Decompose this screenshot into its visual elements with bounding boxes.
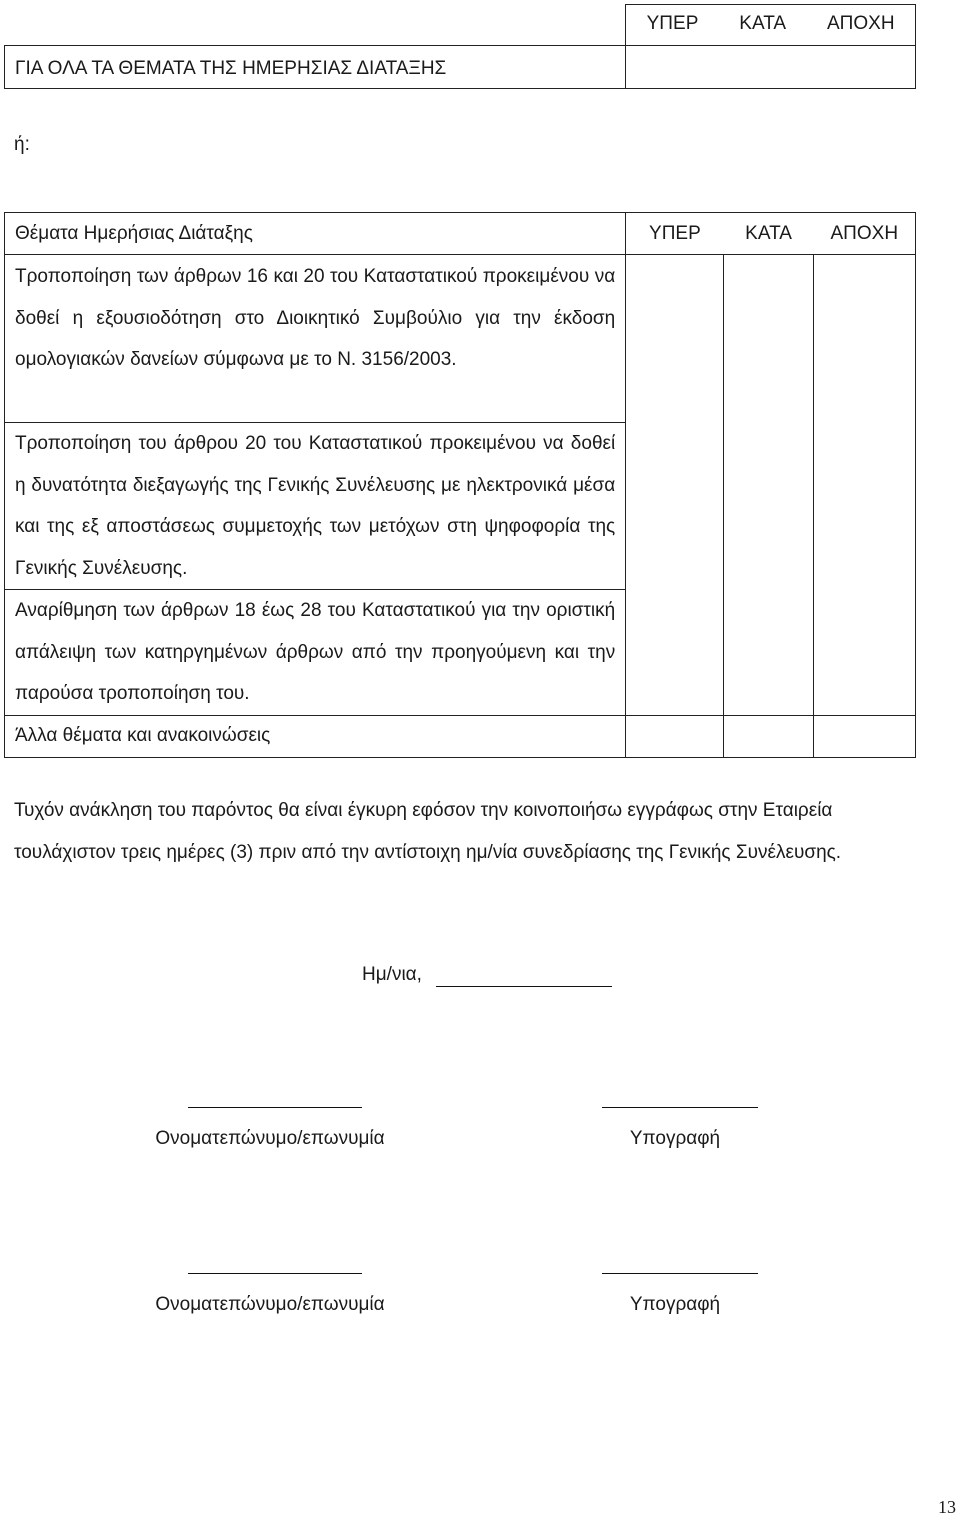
agenda-header: Θέματα Ημερήσιας Διάταξης bbox=[15, 222, 253, 244]
or-label: ή: bbox=[14, 134, 30, 155]
vote-table-all-items bbox=[4, 4, 916, 89]
column-kata: ΚΑΤΑ bbox=[739, 13, 787, 34]
column-yper-header: ΥΠΕΡ bbox=[626, 213, 724, 255]
vote-yper-cell-4[interactable] bbox=[626, 715, 724, 757]
agenda-vote-table bbox=[4, 212, 916, 758]
all-items-title: ΓΙΑ ΟΛΑ ΤΑ ΘΕΜΑΤΑ ΤΗΣ ΗΜΕΡΗΣΙΑΣ ΔΙΑΤΑΞΗΣ bbox=[15, 58, 447, 79]
signature-label-2: Υπογραφή bbox=[629, 1294, 721, 1315]
vote-kata-cell[interactable] bbox=[724, 255, 814, 716]
signature-line-2[interactable] bbox=[602, 1273, 758, 1274]
revocation-note: Τυχόν ανάκληση του παρόντος θα είναι έγκυρη εφόσον την κοινοποιήσω εγγράφως στην Εταιρεία τουλάχιστον τρεις ημέρες (3) πριν από την αντίστοιχη ημ/νία συνεδρίασης της Γενικής Συνέλευσης. bbox=[14, 800, 842, 863]
agenda-item-2: Τροποποίηση του άρθρου 20 του Καταστατικού προκειμένου να δοθεί η δυνατότητα διεξαγωγής της Γενικής Συνέλευσης με ηλεκτρονικά μέσα και της εξ αποστάσεως συμμετοχής των μετόχων στη ψηφοφορία της Γενικής Συνέλευσης. bbox=[5, 423, 626, 590]
agenda-item-1: Τροποποίηση των άρθρων 16 και 20 του Καταστατικού προκειμένου να δοθεί η εξουσιοδότηση στο Διοικητικό Συμβούλιο για την έκδοση ομολογιακών δανείων σύμφωνα με το Ν. 3156/2003. bbox=[5, 255, 626, 423]
vote-yper-cell[interactable] bbox=[626, 255, 724, 716]
name-label-2: Ονοματεπώνυμο/επωνυμία bbox=[155, 1294, 385, 1315]
date-field-line[interactable] bbox=[436, 986, 612, 987]
agenda-header-cell bbox=[5, 213, 626, 255]
vote-apoxi-cell-4[interactable] bbox=[814, 715, 916, 757]
column-apoxi: ΑΠΟΧΗ bbox=[826, 13, 895, 34]
signature-line-1[interactable] bbox=[602, 1107, 758, 1108]
agenda-item-4: Άλλα θέματα και ανακοινώσεις bbox=[5, 715, 626, 757]
vote-apoxi-cell[interactable] bbox=[814, 255, 916, 716]
column-kata-header: ΚΑΤΑ bbox=[724, 213, 814, 255]
all-items-label-cell bbox=[5, 46, 626, 89]
date-label: Ημ/νια, bbox=[362, 964, 422, 985]
signature-label-1: Υπογραφή bbox=[629, 1128, 721, 1149]
column-apoxi-header: ΑΠΟΧΗ bbox=[814, 213, 916, 255]
name-label-1: Ονοματεπώνυμο/επωνυμία bbox=[155, 1128, 385, 1149]
vote-kata-cell-4[interactable] bbox=[724, 715, 814, 757]
all-items-vote-cell[interactable] bbox=[626, 46, 916, 89]
column-yper: ΥΠΕΡ bbox=[646, 13, 699, 34]
name-line-1[interactable] bbox=[188, 1107, 362, 1108]
vote-columns-header bbox=[626, 5, 916, 46]
name-line-2[interactable] bbox=[188, 1273, 362, 1274]
page-number: 13 bbox=[938, 1497, 956, 1517]
agenda-item-3: Αναρίθμηση των άρθρων 18 έως 28 του Καταστατικού για την οριστική απάλειψη των κατηργημένων άρθρων από την προηγούμενη και την παρούσα τροποποίηση του. bbox=[5, 590, 626, 716]
